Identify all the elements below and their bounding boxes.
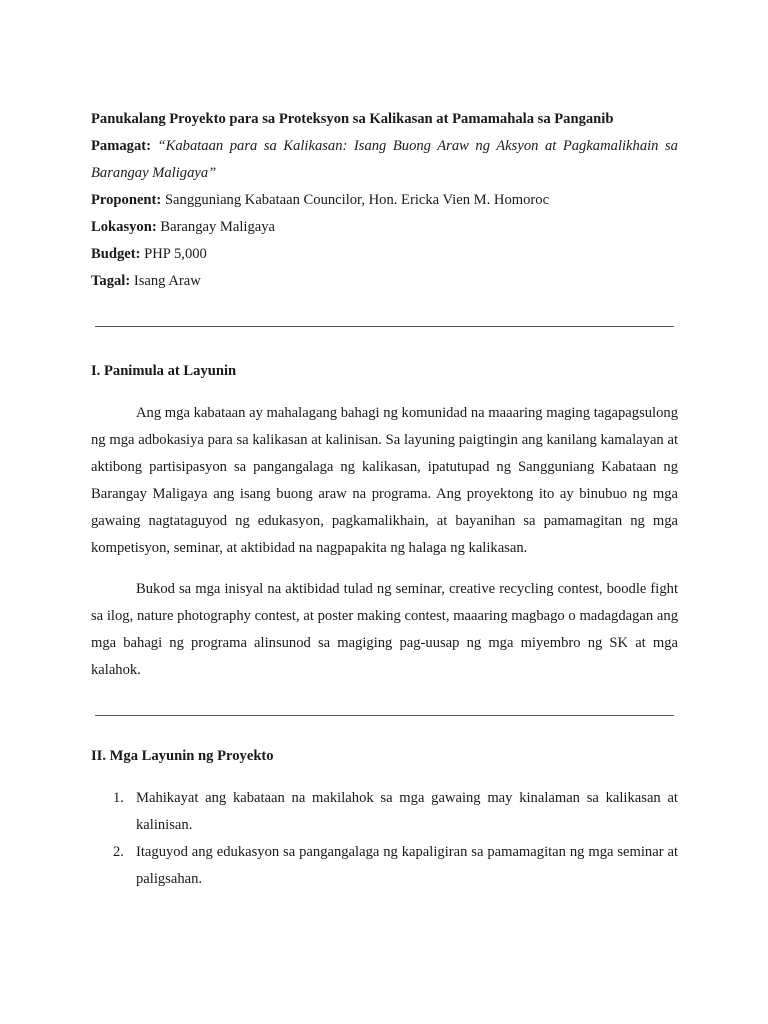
lokasyon-value: Barangay Maligaya — [160, 219, 276, 235]
tagal-line — [91, 268, 678, 295]
budget-value: PHP 5,000 — [144, 246, 207, 262]
proponent-line — [91, 187, 678, 214]
lokasyon-line — [91, 214, 678, 241]
document-title: Panukalang Proyekto para sa Proteksyon sa Kalikasan at Pamamahala sa Panganib — [91, 111, 614, 127]
list-number: 2. — [113, 844, 124, 860]
pamagat-value: “Kabataan para sa Kalikasan: Isang Buong Araw ng Aksyon at Pagkamalikhain sa Barangay Maligaya” — [91, 138, 678, 181]
list-number: 1. — [113, 790, 124, 806]
document-page — [91, 106, 678, 893]
paragraph: Ang mga kabataan ay mahalagang bahagi ng komunidad na maaaring maging tagapagsulong ng mga adbokasiya para sa kalikasan at kalinisan. Sa layuning paigtingin ang kanilang kamalayan at aktibong partisipasyon sa pangangalaga ng kalikasan, ipatutupad ng Sangguniang Kabataan ng Barangay Maligaya ang isang buong araw na programa. Ang proyektong ito ay binubuo ng mga gawaing nagtataguyod ng edukasyon, pagkamalikhain, at bayanihan sa pamamagitan ng mga kompetisyon, seminar, at aktibidad na nagpapakita ng halaga ng kalikasan. — [91, 405, 678, 556]
paragraph: Bukod sa mga inisyal na aktibidad tulad ng seminar, creative recycling contest, boodle fight sa ilog, nature photography contest, at poster making contest, maaaring magbago o madagdagan ang mga bahagi ng programa alinsunod sa magiging pag-uusap ng mga miyembro ng SK at mga kalahok. — [91, 581, 678, 678]
tagal-label: Tagal: — [91, 273, 131, 289]
budget-line — [91, 241, 678, 268]
section-heading: I. Panimula at Layunin — [91, 363, 237, 379]
tagal-value: Isang Araw — [133, 273, 201, 289]
list-item-text: Mahikayat ang kabataan na makilahok sa mga gawaing may kinalaman sa kalikasan at kalinisan. — [136, 790, 678, 833]
list-item — [91, 785, 678, 839]
budget-label: Budget: — [91, 246, 141, 262]
pamagat-label: Pamagat: — [91, 138, 151, 154]
list-item — [91, 839, 678, 893]
section-heading: II. Mga Layunin ng Proyekto — [91, 748, 274, 764]
list-item-text: Itaguyod ang edukasyon sa pangangalaga ng kapaligiran sa pamamagitan ng mga seminar at paligsahan. — [136, 844, 678, 887]
lokasyon-label: Lokasyon: — [91, 219, 157, 235]
proponent-value: Sangguniang Kabataan Councilor, Hon. Ericka Vien M. Homoroc — [164, 192, 550, 208]
objectives-list — [91, 785, 678, 893]
pamagat-line — [91, 133, 678, 187]
proponent-label: Proponent: — [91, 192, 162, 208]
